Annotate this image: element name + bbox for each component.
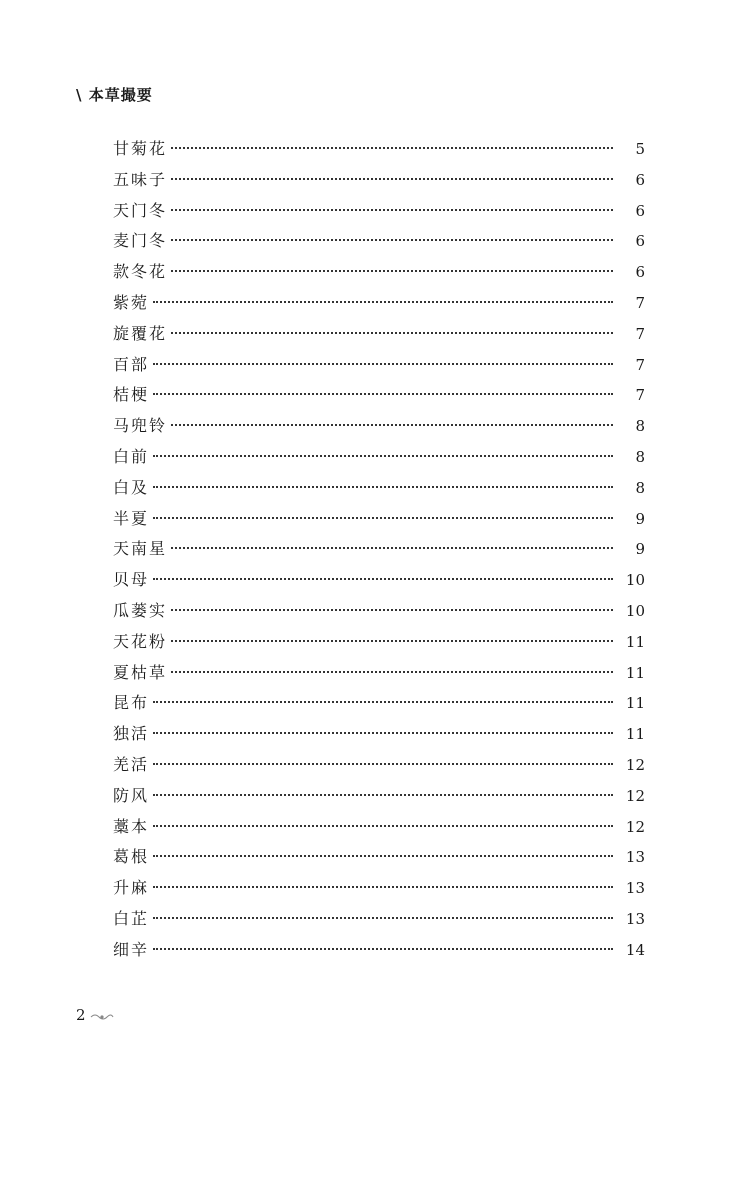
toc-entry[interactable] <box>113 198 645 229</box>
dot-leader <box>153 486 613 488</box>
toc-entry-page: 7 <box>635 293 645 312</box>
toc-entry-title: 百部 <box>113 354 150 374</box>
toc-entry-title: 天花粉 <box>113 631 168 651</box>
toc-entry[interactable] <box>113 721 645 752</box>
toc-entry-title: 半夏 <box>113 508 150 528</box>
dot-leader <box>153 578 613 580</box>
toc-entry[interactable] <box>113 690 645 721</box>
toc-entry[interactable] <box>113 290 645 321</box>
toc-entry[interactable] <box>113 167 645 198</box>
toc-entry-title: 藁本 <box>113 816 150 836</box>
scroll-ornament-icon <box>90 1009 114 1021</box>
dot-leader <box>153 763 613 765</box>
dot-leader <box>171 209 613 211</box>
toc-entry[interactable] <box>113 352 645 383</box>
toc-entry-title: 紫菀 <box>113 292 150 312</box>
toc-entry-page: 11 <box>625 694 645 713</box>
dot-leader <box>171 332 613 334</box>
toc-entry[interactable] <box>113 660 645 691</box>
dot-leader <box>153 794 613 796</box>
dot-leader <box>171 270 613 272</box>
toc-entry-title: 天南星 <box>113 539 168 559</box>
toc-entry-title: 白及 <box>113 477 150 497</box>
dot-leader <box>153 917 613 919</box>
toc-entry[interactable] <box>113 228 645 259</box>
toc-entry[interactable] <box>113 259 645 290</box>
dot-leader <box>171 424 613 426</box>
toc-entry-page: 13 <box>625 848 645 867</box>
toc-entry-title: 葛根 <box>113 847 150 867</box>
toc-entry-page: 12 <box>625 786 645 805</box>
toc-entry-page: 13 <box>625 909 645 928</box>
toc-entry-page: 6 <box>635 263 645 282</box>
dot-leader <box>171 671 613 673</box>
dot-leader <box>171 147 613 149</box>
page-number: 2 <box>76 1006 86 1024</box>
toc-entry[interactable] <box>113 814 645 845</box>
toc-entry-page: 10 <box>625 571 645 590</box>
dot-leader <box>171 239 613 241</box>
toc-entry-title: 昆布 <box>113 693 150 713</box>
running-header: \ 本草撮要 <box>76 86 153 104</box>
toc-entry-title: 马兜铃 <box>113 416 168 436</box>
toc-entry[interactable] <box>113 321 645 352</box>
toc-entry[interactable] <box>113 567 645 598</box>
toc-entry-page: 6 <box>635 232 645 251</box>
toc-entry-title: 细辛 <box>113 939 150 959</box>
toc-entry-title: 独活 <box>113 724 150 744</box>
dot-leader <box>153 948 613 950</box>
dot-leader <box>153 732 613 734</box>
toc-entry-page: 8 <box>635 447 645 466</box>
toc-entry-page: 9 <box>635 509 645 528</box>
toc-entry-page: 12 <box>625 755 645 774</box>
toc-entry-title: 甘菊花 <box>113 139 168 158</box>
toc-entry-title: 旋覆花 <box>113 323 168 343</box>
toc-entry[interactable] <box>113 752 645 783</box>
dot-leader <box>153 301 613 303</box>
table-of-contents <box>113 136 645 968</box>
toc-entry-title: 防风 <box>113 785 150 805</box>
toc-entry[interactable] <box>113 783 645 814</box>
toc-entry-page: 8 <box>635 478 645 497</box>
toc-entry-title: 款冬花 <box>113 262 168 282</box>
page-footer <box>76 1006 114 1024</box>
dot-leader <box>153 455 613 457</box>
dot-leader <box>153 701 613 703</box>
toc-entry-title: 夏枯草 <box>113 662 168 682</box>
toc-entry[interactable] <box>113 444 645 475</box>
toc-entry-title: 五味子 <box>113 169 168 189</box>
toc-entry-page: 11 <box>625 663 645 682</box>
toc-entry-page: 11 <box>625 725 645 744</box>
toc-entry-title: 麦门冬 <box>113 231 168 251</box>
toc-entry-title: 天门冬 <box>113 200 168 220</box>
toc-entry[interactable] <box>113 506 645 537</box>
toc-entry-title: 桔梗 <box>113 385 150 405</box>
dot-leader <box>171 178 613 180</box>
toc-entry[interactable] <box>113 536 645 567</box>
toc-entry-title: 白前 <box>113 446 150 466</box>
toc-entry[interactable] <box>113 937 645 968</box>
toc-entry[interactable] <box>113 475 645 506</box>
toc-entry-page: 9 <box>635 540 645 559</box>
toc-entry-page: 10 <box>625 601 645 620</box>
toc-entry[interactable] <box>113 382 645 413</box>
toc-entry[interactable] <box>113 136 645 167</box>
toc-entry-title: 贝母 <box>113 570 150 590</box>
toc-entry[interactable] <box>113 598 645 629</box>
toc-entry[interactable] <box>113 906 645 937</box>
toc-entry-title: 瓜蒌实 <box>113 600 168 620</box>
dot-leader <box>153 393 613 395</box>
toc-entry[interactable] <box>113 629 645 660</box>
toc-entry[interactable] <box>113 875 645 906</box>
toc-entry-page: 6 <box>635 201 645 220</box>
dot-leader <box>153 363 613 365</box>
dot-leader <box>153 886 613 888</box>
toc-entry-page: 11 <box>625 632 645 651</box>
dot-leader <box>153 825 613 827</box>
toc-entry-title: 白芷 <box>113 908 150 928</box>
dot-leader <box>171 547 613 549</box>
toc-entry-title: 羌活 <box>113 754 150 774</box>
toc-entry-page: 6 <box>635 170 645 189</box>
toc-entry[interactable] <box>113 413 645 444</box>
toc-entry-title: 升麻 <box>113 878 150 898</box>
toc-entry-page: 7 <box>635 386 645 405</box>
toc-entry-page: 12 <box>625 817 645 836</box>
toc-entry-page: 8 <box>635 417 645 436</box>
toc-entry-page: 7 <box>635 324 645 343</box>
dot-leader <box>153 855 613 857</box>
dot-leader <box>171 609 613 611</box>
toc-entry-page: 14 <box>625 940 645 959</box>
dot-leader <box>153 517 613 519</box>
toc-entry-page: 7 <box>635 355 645 374</box>
toc-entry-page: 13 <box>625 879 645 898</box>
dot-leader <box>171 640 613 642</box>
toc-entry[interactable] <box>113 844 645 875</box>
toc-entry-page: 5 <box>635 140 645 158</box>
